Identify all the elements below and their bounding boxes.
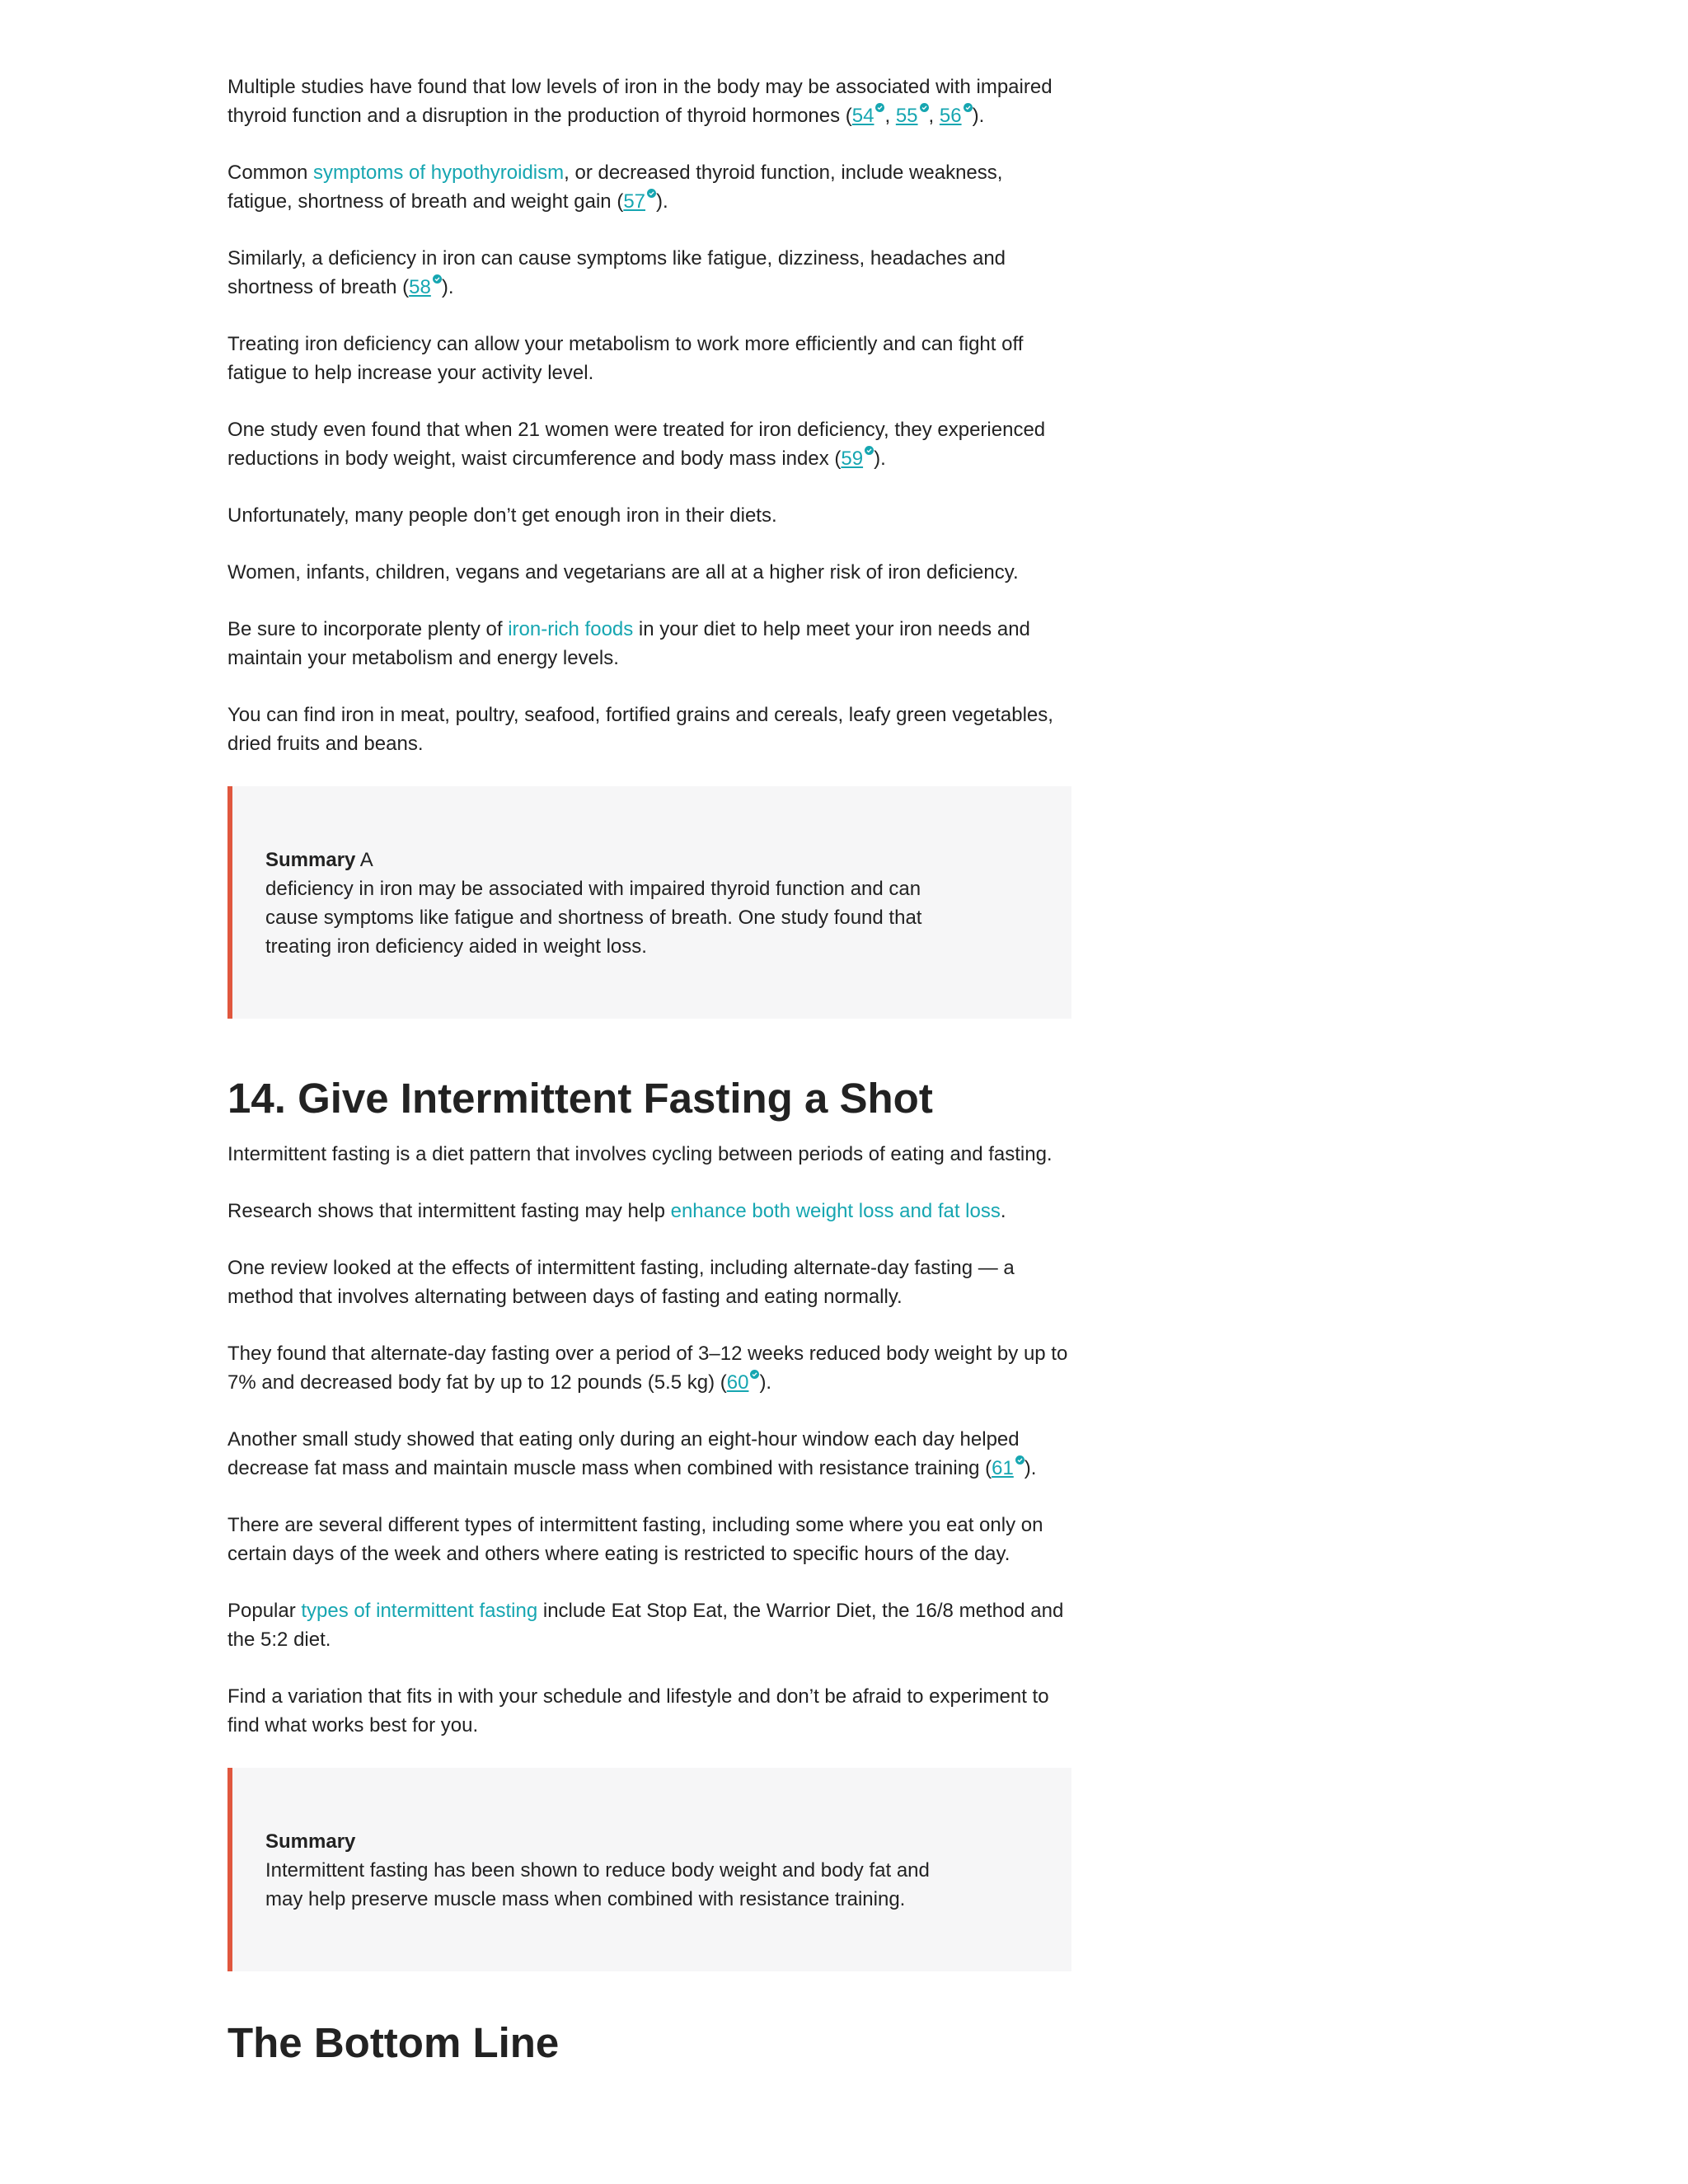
symptoms-of-hypothyroidism-link[interactable]: symptoms of hypothyroidism <box>313 162 565 184</box>
verified-check-icon <box>865 446 874 455</box>
paragraph: Find a variation that fits in with your schedule and lifestyle and don’t be afraid to experiment to find what works best for you. <box>227 1685 1049 1736</box>
paragraph: Another small study showed that eating only during an eight-hour window each day helped decrease fat mass and maintain muscle mass when combined with resistance training (61 ). <box>227 1428 1037 1479</box>
paragraph: Unfortunately, many people don’t get enough iron in their diets. <box>227 504 777 527</box>
paragraph: Common symptoms of hypothyroidism, or decreased thyroid function, include weakness, fatigue, shortness of breath and weight gain (57 ). <box>227 162 1003 213</box>
paragraph: Be sure to incorporate plenty of iron-rich foods in your diet to help meet your iron needs and maintain your metabolism and energy levels. <box>227 618 1030 669</box>
paragraph: Women, infants, children, vegans and vegetarians are all at a higher risk of iron deficiency. <box>227 561 1019 583</box>
verified-check-icon <box>647 189 656 198</box>
section-heading: 14. Give Intermittent Fasting a Shot <box>227 1075 933 1122</box>
citation-link[interactable]: 56 <box>940 105 973 127</box>
iron-rich-foods-link[interactable]: iron-rich foods <box>508 618 634 640</box>
paragraph: Treating iron deficiency can allow your metabolism to work more efficiently and can fight off fatigue to help increase your activity level. <box>227 333 1024 384</box>
paragraph: Intermittent fasting is a diet pattern that involves cycling between periods of eating and fasting. <box>227 1143 1053 1165</box>
verified-check-icon <box>920 103 929 112</box>
types-of-intermittent-fasting-link[interactable]: types of intermittent fasting <box>301 1600 538 1622</box>
verified-check-icon <box>433 274 442 284</box>
paragraph: Popular types of intermittent fasting include Eat Stop Eat, the Warrior Diet, the 16/8 method and the 5:2 diet. <box>227 1600 1064 1651</box>
paragraph: Research shows that intermittent fasting may help enhance both weight loss and fat loss. <box>227 1200 1006 1222</box>
weight-loss-fat-loss-link[interactable]: enhance both weight loss and fat loss <box>670 1200 1001 1222</box>
summary-text: Summary Intermittent fasting has been shown to reduce body weight and body fat and may help preserve muscle mass when combined with resistance training. <box>265 1830 930 1910</box>
paragraph: There are several different types of intermittent fasting, including some where you eat only on certain days of the week and others where eating is restricted to specific hours of the day. <box>227 1514 1043 1565</box>
verified-check-icon <box>1015 1455 1025 1465</box>
summary-text: Summary A deficiency in iron may be associated with impaired thyroid function and can cause symptoms like fatigue and shortness of breath. One study found that treating iron deficiency aided in weight loss. <box>265 849 922 958</box>
summary-label: Summary <box>265 849 356 871</box>
paragraph: Similarly, a deficiency in iron can cause symptoms like fatigue, dizziness, headaches and shortness of breath (58 ). <box>227 247 1006 298</box>
summary-label: Summary <box>265 1830 356 1853</box>
paragraph: You can find iron in meat, poultry, seafood, fortified grains and cereals, leafy green vegetables, dried fruits and beans. <box>227 704 1053 755</box>
verified-check-icon <box>750 1370 759 1379</box>
paragraph: One study even found that when 21 women were treated for iron deficiency, they experienced reductions in body weight, waist circumference and body mass index (59 ). <box>227 419 1046 470</box>
article-body <box>227 73 1071 2069</box>
citation-link[interactable]: 54 <box>852 105 885 127</box>
paragraph: One review looked at the effects of intermittent fasting, including alternate-day fasting — a method that involves alternating between days of fasting and eating normally. <box>227 1257 1015 1308</box>
bottom-line-heading: The Bottom Line <box>227 2019 560 2066</box>
citation-link[interactable]: 59 <box>841 448 874 470</box>
citation-link[interactable]: 55 <box>896 105 929 127</box>
citation-link[interactable]: 57 <box>623 190 656 213</box>
summary-box <box>227 786 1071 1019</box>
paragraph: Multiple studies have found that low levels of iron in the body may be associated with impaired thyroid function and a disruption in the production of thyroid hormones (54 , 55 , 56 ). <box>227 76 1053 127</box>
verified-check-icon <box>964 103 973 112</box>
summary-box <box>227 1768 1071 1971</box>
citation-link[interactable]: 60 <box>727 1371 760 1394</box>
citation-link[interactable]: 61 <box>992 1457 1025 1479</box>
citation-link[interactable]: 58 <box>409 276 442 298</box>
verified-check-icon <box>875 103 884 112</box>
paragraph: They found that alternate-day fasting over a period of 3–12 weeks reduced body weight by up to 7% and decreased body fat by up to 12 pounds (5.5 kg) (60 ). <box>227 1343 1068 1394</box>
